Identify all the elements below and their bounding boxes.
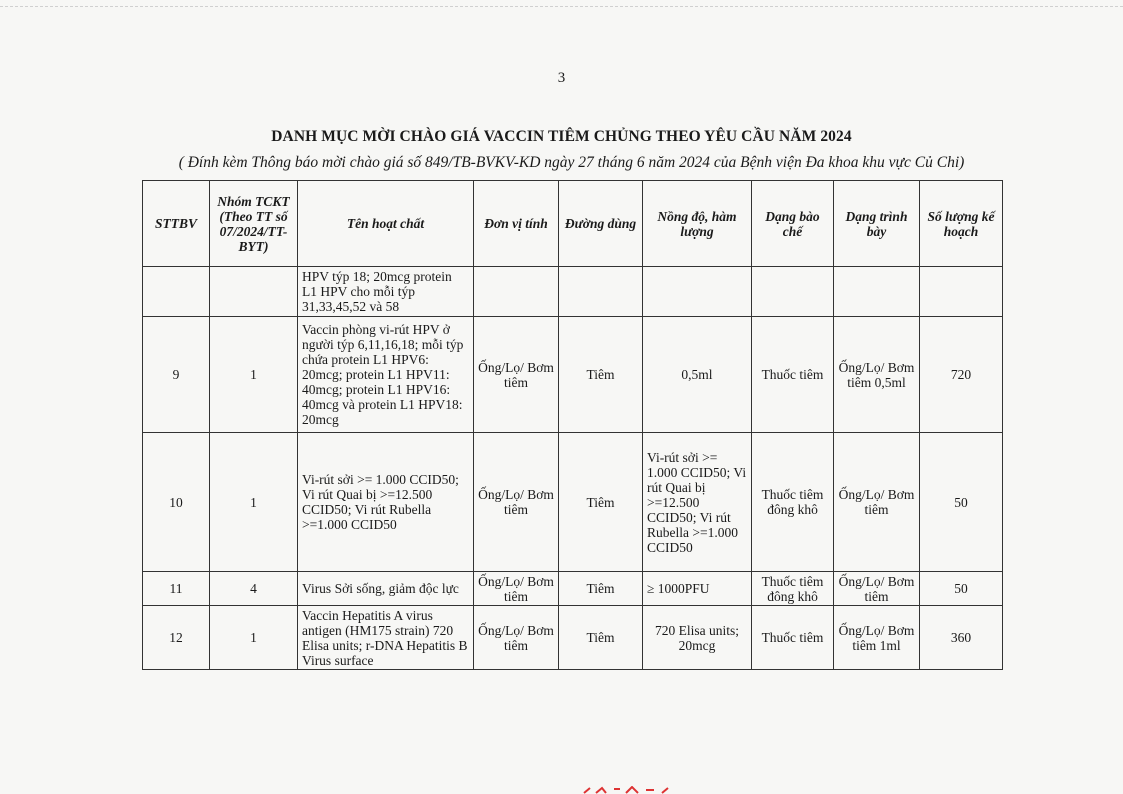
cell-ingredient: Vaccin phòng vi-rút HPV ở người týp 6,11,16,18; mỗi týp chứa protein L1 HPV6: 20mcg; protein L1 HPV11: 40mcg; protein L1 HPV16: 40mcg và protein L1 HPV18: 20mcg [298,317,474,433]
cell-quantity: 50 [920,433,1003,572]
cell-quantity: 720 [920,317,1003,433]
table-row [143,433,1003,572]
cell-route: Tiêm [559,572,643,606]
cell-group [210,267,298,317]
cell-concentration: Vi-rút sởi >= 1.000 CCID50; Vi rút Quai bị >=12.500 CCID50; Vi rút Rubella >=1.000 CCID50 [643,433,752,572]
cell-stt: 12 [143,606,210,670]
header-form: Dạng bào chế [752,181,834,267]
header-unit: Đơn vị tính [474,181,559,267]
header-group: Nhóm TCKT (Theo TT số 07/2024/TT-BYT) [210,181,298,267]
header-packaging: Dạng trình bày [834,181,920,267]
cell-group: 1 [210,433,298,572]
cell-quantity: 50 [920,572,1003,606]
header-stt: STTBV [143,181,210,267]
cell-ingredient: HPV týp 18; 20mcg protein L1 HPV cho mỗi týp 31,33,45,52 và 58 [298,267,474,317]
header-quantity: Số lượng kế hoạch [920,181,1003,267]
cell-concentration: 0,5ml [643,317,752,433]
cell-unit: Ống/Lọ/ Bơm tiêm [474,433,559,572]
cell-form: Thuốc tiêm đông khô [752,572,834,606]
cell-quantity: 360 [920,606,1003,670]
cell-form: Thuốc tiêm [752,606,834,670]
cell-stt [143,267,210,317]
cell-quantity [920,267,1003,317]
table-row [143,317,1003,433]
cell-concentration: ≥ 1000PFU [643,572,752,606]
document-title: DANH MỤC MỜI CHÀO GIÁ VACCIN TIÊM CHỦNG THEO YÊU CẦU NĂM 2024 [271,128,852,145]
cell-ingredient: Virus Sởi sống, giảm độc lực [298,572,474,606]
document-subtitle: ( Đính kèm Thông báo mời chào giá số 849/TB-BVKV-KD ngày 27 tháng 6 năm 2024 của Bệnh viện Đa khoa khu vực Củ Chi) [178,154,965,171]
cell-packaging [834,267,920,317]
cell-stt: 10 [143,433,210,572]
header-route: Đường dùng [559,181,643,267]
cell-route [559,267,643,317]
cell-stt: 11 [143,572,210,606]
cell-group: 4 [210,572,298,606]
vaccine-table [142,180,1003,670]
cell-unit: Ống/Lọ/ Bơm tiêm [474,317,559,433]
table-row [143,606,1003,670]
table-header-row [143,181,1003,267]
cell-route: Tiêm [559,433,643,572]
page-top-edge [0,0,1123,7]
cell-packaging: Ống/Lọ/ Bơm tiêm [834,433,920,572]
cell-packaging: Ống/Lọ/ Bơm tiêm 0,5ml [834,317,920,433]
cell-unit [474,267,559,317]
cell-group: 1 [210,606,298,670]
cell-group: 1 [210,317,298,433]
cell-unit: Ống/Lọ/ Bơm tiêm [474,606,559,670]
cell-form [752,267,834,317]
cell-form: Thuốc tiêm đông khô [752,433,834,572]
header-concentration: Nồng độ, hàm lượng [643,181,752,267]
page-number: 3 [557,70,566,86]
cell-ingredient: Vi-rút sởi >= 1.000 CCID50; Vi rút Quai bị >=12.500 CCID50; Vi rút Rubella >=1.000 CCID50 [298,433,474,572]
cell-unit: Ống/Lọ/ Bơm tiêm [474,572,559,606]
table-row [143,267,1003,317]
cell-packaging: Ống/Lọ/ Bơm tiêm [834,572,920,606]
cell-ingredient: Vaccin Hepatitis A virus antigen (HM175 strain) 720 Elisa units; r-DNA Hepatitis B Virus surface [298,606,474,670]
stamp-fragment [580,786,690,794]
cell-packaging: Ống/Lọ/ Bơm tiêm 1ml [834,606,920,670]
cell-route: Tiêm [559,317,643,433]
cell-form: Thuốc tiêm [752,317,834,433]
cell-route: Tiêm [559,606,643,670]
table-row [143,572,1003,606]
cell-stt: 9 [143,317,210,433]
header-ingredient: Tên hoạt chất [298,181,474,267]
cell-concentration: 720 Elisa units; 20mcg [643,606,752,670]
cell-concentration [643,267,752,317]
